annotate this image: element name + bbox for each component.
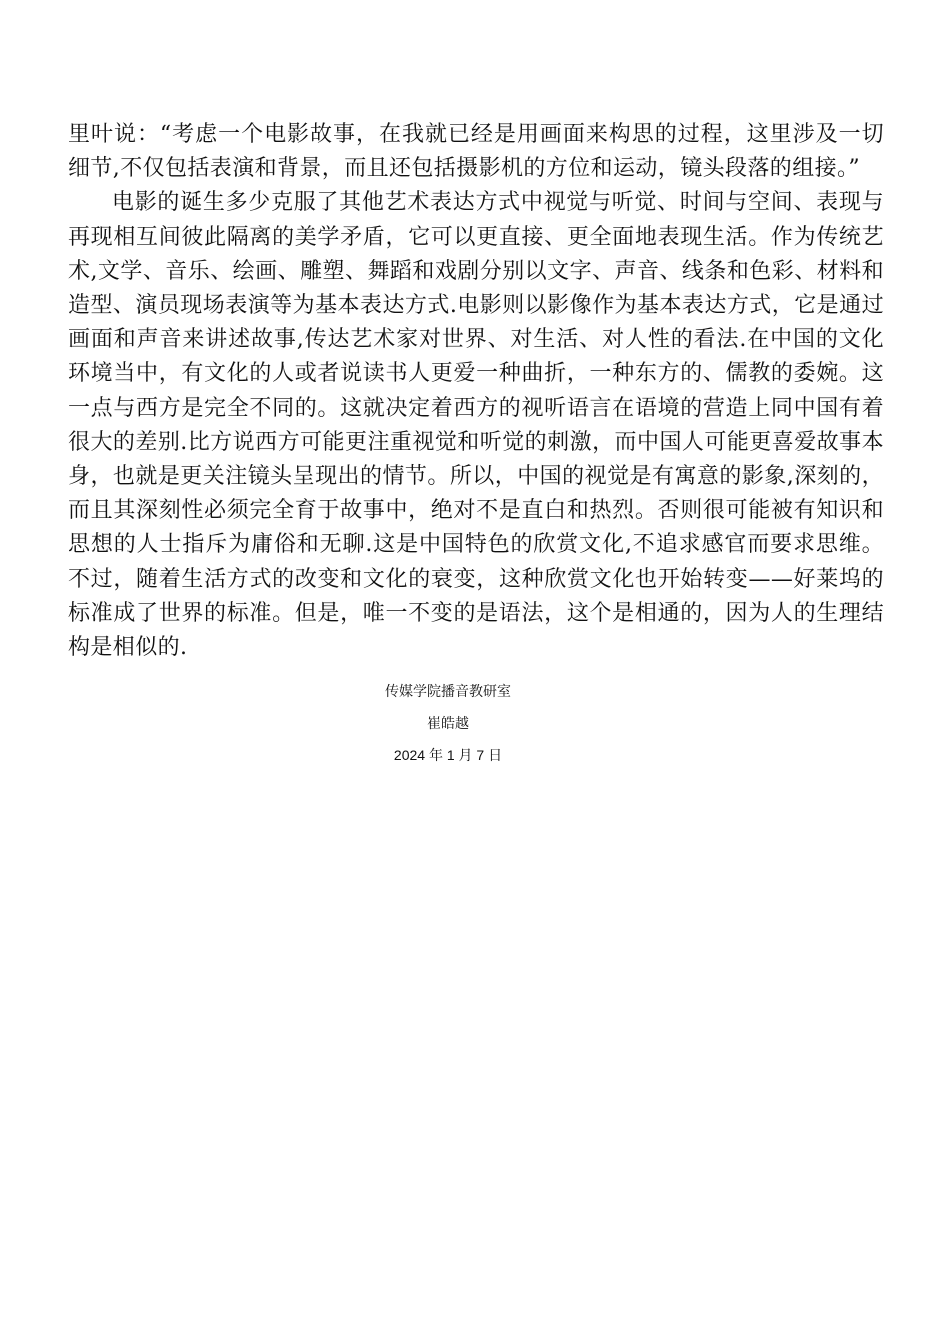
body-paragraph-1: 里叶说：“考虑一个电影故事，在我就已经是用画面来构思的过程，这里涉及一切细节,不仅包括表演和背景，而且还包括摄影机的方位和运动，镜头段落的组接。”: [68, 122, 884, 182]
signature-department: 传媒学院播音教研室: [385, 683, 511, 700]
body-paragraph-2: 电影的诞生多少克服了其他艺术表达方式中视觉与听觉、时间与空间、表现与再现相互间彼此隔离的美学矛盾，它可以更直接、更全面地表现生活。作为传统艺术,文学、音乐、绘画、雕塑、舞蹈和戏剧分别以文字、声音、线条和色彩、材料和造型、演员现场表演等为基本表达方式.电影则以影像作为基本表达方式，它是通过画面和声音来讲述故事,传达艺术家对世界、对生活、对人性的看法.在中国的文化环境当中，有文化的人或者说读书人更爱一种曲折，一种东方的、儒教的委婉。这一点与西方是完全不同的。这就决定着西方的视听语言在语境的营造上同中国有着很大的差别.比方说西方可能更注重视觉和听觉的刺激，而中国人可能更喜爱故事本身，也就是更关注镜头呈现出的情节。所以，中国的视觉是有寓意的影象,深刻的，而且其深刻性必须完全育于故事中，绝对不是直白和热烈。否则很可能被有知识和思想的人士指斥为庸俗和无聊.这是中国特色的欣赏文化,不追求感官而要求思维。不过，随着生活方式的改变和文化的衰变，这种欣赏文化也开始转变——好莱坞的标准成了世界的标准。但是，唯一不变的是语法，这个是相通的，因为人的生理结构是相似的.: [68, 190, 884, 661]
signature-author: 崔皓越: [427, 715, 469, 732]
document-page: [68, 118, 884, 771]
signature-block: [68, 675, 828, 771]
signature-date: 2024 年 1 月 7 日: [393, 747, 503, 764]
